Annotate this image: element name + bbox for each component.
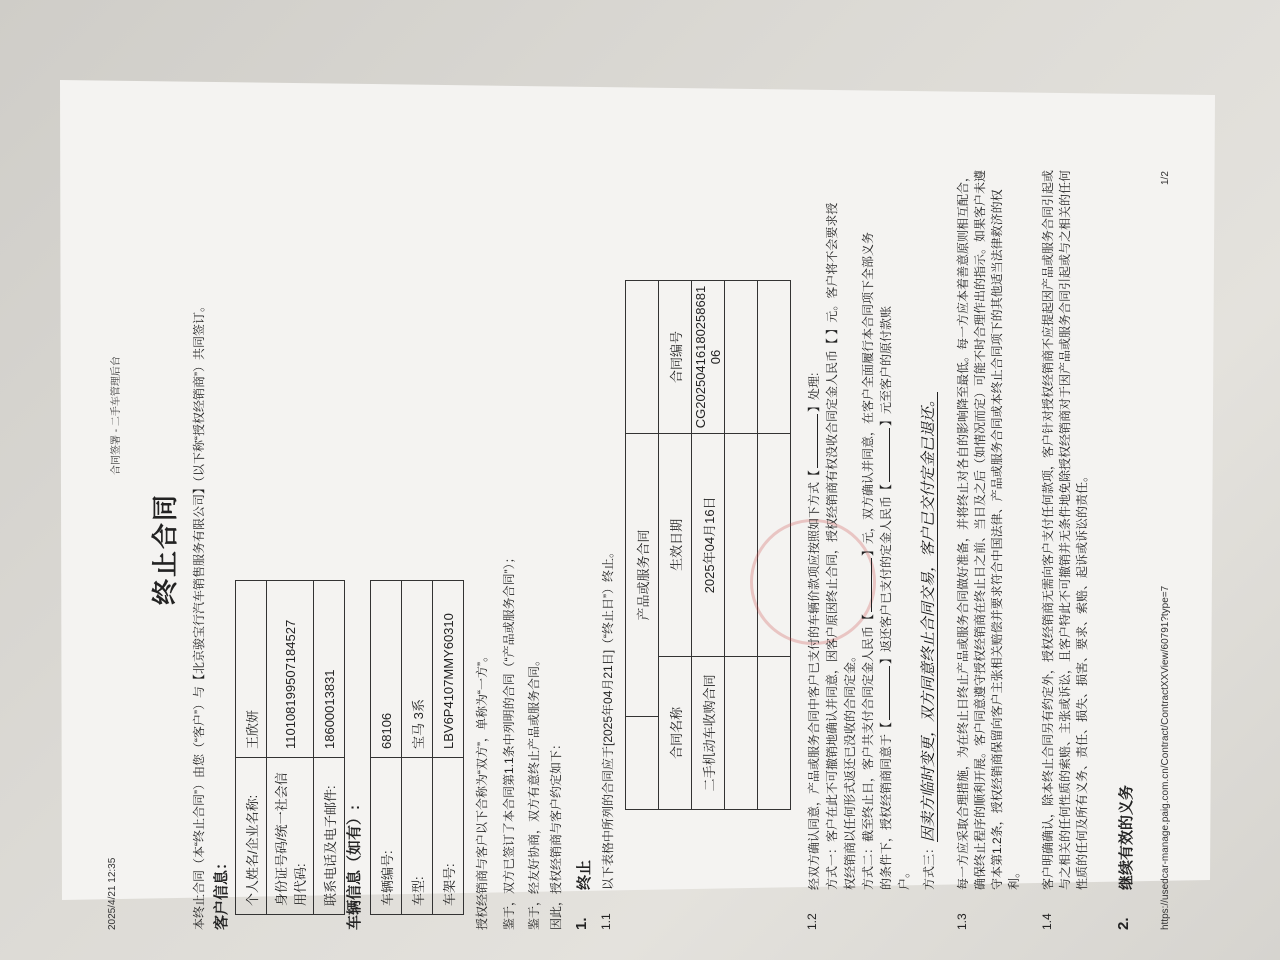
clause-1-2-line-2: 方式一：客户在此不可撤销地确认并同意，因客户原因终止合同，授权经销商有权没收合同定金人民币【 】元。客户将不会要求授 xyxy=(825,202,839,890)
clause-number: 1.1 xyxy=(599,913,613,930)
customer-section-title: 客户信息： xyxy=(213,854,230,930)
clause-number: 1.3 xyxy=(955,913,969,930)
clause-1-2-option-3: 方式三：因卖方临时变更，双方同意终止合同交易，客户已交付定金已退还。 xyxy=(919,391,937,890)
section-number: 1. xyxy=(573,917,590,930)
table-row xyxy=(659,281,692,810)
table-cell: 车架号: xyxy=(433,758,464,915)
blank-field xyxy=(889,666,890,720)
table-header: 合同名称 xyxy=(659,656,692,809)
handwritten-note: 因卖方临时变更，双方同意终止合同交易，客户已交付定金已退还。 xyxy=(919,391,937,842)
clause-1-3: 每一方应采取合理措施，为在终止日终止产品或服务合同做好准备，并将终止对各自的影响降至最低。每一方应本着善意原则相互配合，确保终止程序的顺利开展。客户同意遵守授权经销商在终止日之前、当日及之后（如情况而定）可能不时合理作出的指示。如果客户未遵守本第1.2条，授权经销商保留向客户主张相关赔偿并要求符合中国法律、产品或服务合同或本终止合同项下的其他适当法律救济的权利。 xyxy=(956,169,1021,890)
table-row xyxy=(402,581,433,915)
clause-1-2-line-5: 的条件下，授权经销商同意于【】返还客户已支付的定金人民币【】元至客户的原付款账 xyxy=(879,305,893,890)
page-title: 终止合同 xyxy=(150,492,180,605)
blank-field xyxy=(889,428,890,482)
print-datetime: 2025/4/21 12:35 xyxy=(107,857,118,930)
intro-text: 本终止合同（本“终止合同”）由您（“客户”）与【北京骏宝行汽车销售服务有限公司】（以下称“授权经销商”）共同签订。 xyxy=(192,300,206,930)
parties-paragraph: 授权经销商与客户以下合称为“双方”，单称为“一方”。 xyxy=(475,650,489,930)
customer-info-table xyxy=(235,580,345,915)
blank-field xyxy=(871,558,872,612)
print-url: https://usedcar-manage.paig.com.cn/Contract/ContractXXView/60791?type=7 xyxy=(1160,585,1171,930)
table-title: 产品或服务合同 xyxy=(626,434,659,717)
contract-page xyxy=(85,125,1185,945)
section-2-title: 继续有效的义务 xyxy=(1118,784,1135,890)
table-cell: 个人姓名/企业名称: xyxy=(236,758,267,915)
clause-1-4: 客户明确确认，除本终止合同另有约定外，授权经销商无需向客户支付任何款项，客户针对授权经销商不应提起因产品或服务合同引起或与之相关的任何性质的索赔、主张或诉讼，且客户特此不可撤销并无条件地免除授权经销商对于因产品或服务合同引起或与之相关的任何性质的任何及所有义务、责任、损失、损害、要求、索赔、起诉或诉讼的责任。 xyxy=(1041,169,1089,890)
clause-1-2-line-4: 方式二：截至终止日，客户共支付合同定金人民币【】元，双方确认并同意，在客户全面履行本合同项下全部义务 xyxy=(861,231,875,890)
print-site-title: 合同签署 - 二手车管理后台 xyxy=(111,356,122,475)
table-row xyxy=(433,581,464,915)
table-cell: 二手机动车收购合同 xyxy=(692,656,725,809)
table-cell: CG20250416180258681 06 xyxy=(692,281,725,434)
table-cell: 68106 xyxy=(371,581,402,758)
table-cell: 身份证号码/统一社会信用代码: xyxy=(267,758,314,915)
table-cell: 2025年04月16日 xyxy=(692,434,725,657)
table-header: 合同编号 xyxy=(659,281,692,434)
blank-field xyxy=(817,414,818,468)
recital-2: 鉴于，经友好协商，双方有意终止产品或服务合同。 xyxy=(527,653,541,930)
clause-1-1: 以下表格中所列的合同应于[2025年04月21日]（“终止日”）终止。 xyxy=(601,545,615,890)
clause-number: 1.2 xyxy=(805,913,819,930)
recital-3: 因此，授权经销商与客户约定如下： xyxy=(549,737,563,930)
table-row xyxy=(314,581,345,915)
table-cell: 车型: xyxy=(402,758,433,915)
table-header: 生效日期 xyxy=(659,434,692,657)
table-cell: LBV6P4107MMY60310 xyxy=(433,581,464,758)
table-row xyxy=(267,581,314,915)
table-cell: 宝马 3系 xyxy=(402,581,433,758)
table-row xyxy=(725,281,758,810)
clause-1-2-line-3: 权经销商以任何形式返还已没收的合同定金。 xyxy=(843,649,857,890)
table-cell: 车辆编号: xyxy=(371,758,402,915)
table-row xyxy=(692,281,725,810)
table-cell: 18600013831 xyxy=(314,581,345,758)
section-number: 2. xyxy=(1115,917,1132,930)
vehicle-info-table xyxy=(370,580,464,915)
recital-1: 鉴于，双方已签订了本合同第1.1条中列明的合同（“产品或服务合同”）； xyxy=(502,551,516,930)
page-number: 1/2 xyxy=(1160,171,1171,185)
table-cell: 110108199507184527 xyxy=(267,581,314,758)
section-1-title: 终止 xyxy=(576,859,593,890)
table-cell: 王欣妍 xyxy=(236,581,267,758)
table-cell: 联系电话及电子邮件: xyxy=(314,758,345,915)
table-row xyxy=(236,581,267,915)
clause-1-2-line-1: 经双方确认同意，产品或服务合同中客户已支付的车辆价款项应按照如下方式【】处理: xyxy=(807,372,821,890)
clause-number: 1.4 xyxy=(1040,913,1054,930)
table-row xyxy=(626,281,659,810)
vehicle-section-title: 车辆信息（如有）: xyxy=(346,805,363,930)
table-row xyxy=(371,581,402,915)
clause-1-2-line-6: 户。 xyxy=(897,865,911,890)
